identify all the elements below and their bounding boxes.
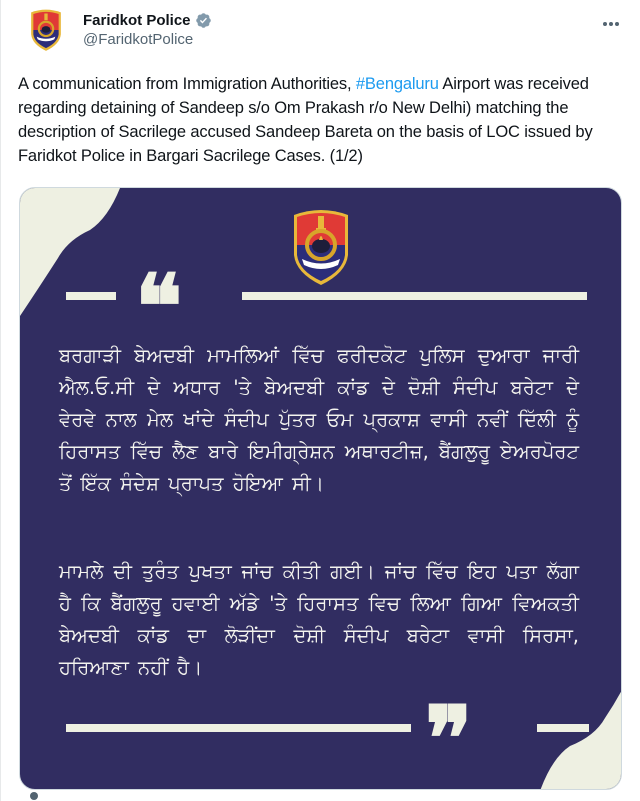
hashtag-link[interactable]: #Bengaluru xyxy=(355,75,439,93)
tweet-media-image[interactable] xyxy=(19,187,622,790)
person-icon xyxy=(30,792,38,800)
divider-line xyxy=(66,292,116,300)
punjab-police-badge-icon xyxy=(26,8,66,52)
more-horizontal-icon xyxy=(615,22,619,26)
divider-line xyxy=(242,292,587,300)
more-horizontal-icon xyxy=(603,22,607,26)
open-quote-icon: ❝ xyxy=(135,254,183,358)
divider-line xyxy=(537,724,589,732)
avatar[interactable] xyxy=(26,8,66,52)
close-quote-divider xyxy=(20,686,622,790)
verified-badge-icon xyxy=(195,12,212,29)
punjabi-paragraph-2: ਮਾਮਲੇ ਦੀ ਤੁਰੰਤ ਪੁਖਤਾ ਜਾਂਚ ਕੀਤੀ ਗਈ। ਜਾਂਚ ਵਿੱਚ ਇਹ ਪਤਾ ਲੱਗਾ ਹੈ ਕਿ ਬੈਂਗਲੁਰੂ ਹਵਾਈ ਅੱਡੇ 'ਤੇ ਹਿਰਾਸਤ ਵਿਚ ਲਿਆ ਗਿਆ ਵਿਅਕਤੀ ਬੇਅਦਬੀ ਕਾਂਡ ਦਾ ਲੋੜੀਂਦਾ ਦੋਸ਼ੀ ਸੰਦੀਪ ਬਰੇਟਾ ਵਾਸੀ ਸਿਰਸਾ, ਹਰਿਆਣਾ ਨਹੀਂ ਹੈ। xyxy=(59,560,579,679)
tagged-people-row[interactable] xyxy=(30,792,38,800)
tweet-text-start: A communication from Immigration Authorities, xyxy=(18,75,356,93)
author-handle[interactable]: @FaridkotPolice xyxy=(83,31,194,48)
divider-line xyxy=(66,724,411,732)
punjabi-paragraph-1: ਬਰਗਾੜੀ ਬੇਅਦਬੀ ਮਾਮਲਿਆਂ ਵਿੱਚ ਫਰੀਦਕੋਟ ਪੁਲਿਸ ਦੁਆਰਾ ਜਾਰੀ ਐਲ.ਓ.ਸੀ ਦੇ ਅਧਾਰ 'ਤੇ ਬੇਅਦਬੀ ਕਾਂਡ ਦੇ ਦੋਸ਼ੀ ਸੰਦੀਪ ਬਰੇਟਾ ਦੇ ਵੇਰਵੇ ਨਾਲ ਮੇਲ ਖਾਂਦੇ ਸੰਦੀਪ ਪੁੱਤਰ ਓਮ ਪ੍ਰਕਾਸ਼ ਵਾਸੀ ਨਵੀਂ ਦਿੱਲੀ ਨੂੰ ਹਿਰਾਸਤ ਵਿੱਚ ਲੈਣ ਬਾਰੇ ਇਮੀਗ੍ਰੇਸ਼ਨ ਅਥਾਰਟੀਜ਼, ਬੈਂਗਲੁਰੂ ਏਅਰਪੋਰਟ ਤੋਂ ਇੱਕ ਸੰਦੇਸ਼ ਪ੍ਰਾਪਤ ਹੋਇਆ ਸੀ। xyxy=(59,344,579,495)
tweet-text xyxy=(18,72,618,168)
open-quote-divider xyxy=(20,254,622,358)
tweet-header xyxy=(24,6,624,56)
author-display-name[interactable]: Faridkot Police xyxy=(83,12,191,29)
timeline-border xyxy=(0,0,1,801)
more-options-button[interactable] xyxy=(598,14,624,34)
close-quote-icon: ❞ xyxy=(425,686,473,790)
punjab-police-badge-icon xyxy=(290,207,352,287)
more-horizontal-icon xyxy=(609,22,613,26)
author-name-row xyxy=(83,12,212,29)
tweet-text-rest: Airport was received regarding detaining of Sandeep s/o Om Prakash r/o New Delhi) matching the description of Sacrilege accused Sandeep Bareta on the basis of LOC issued by Faridkot Police in Bargari Sacrilege Cases. (1/2) xyxy=(18,75,593,165)
